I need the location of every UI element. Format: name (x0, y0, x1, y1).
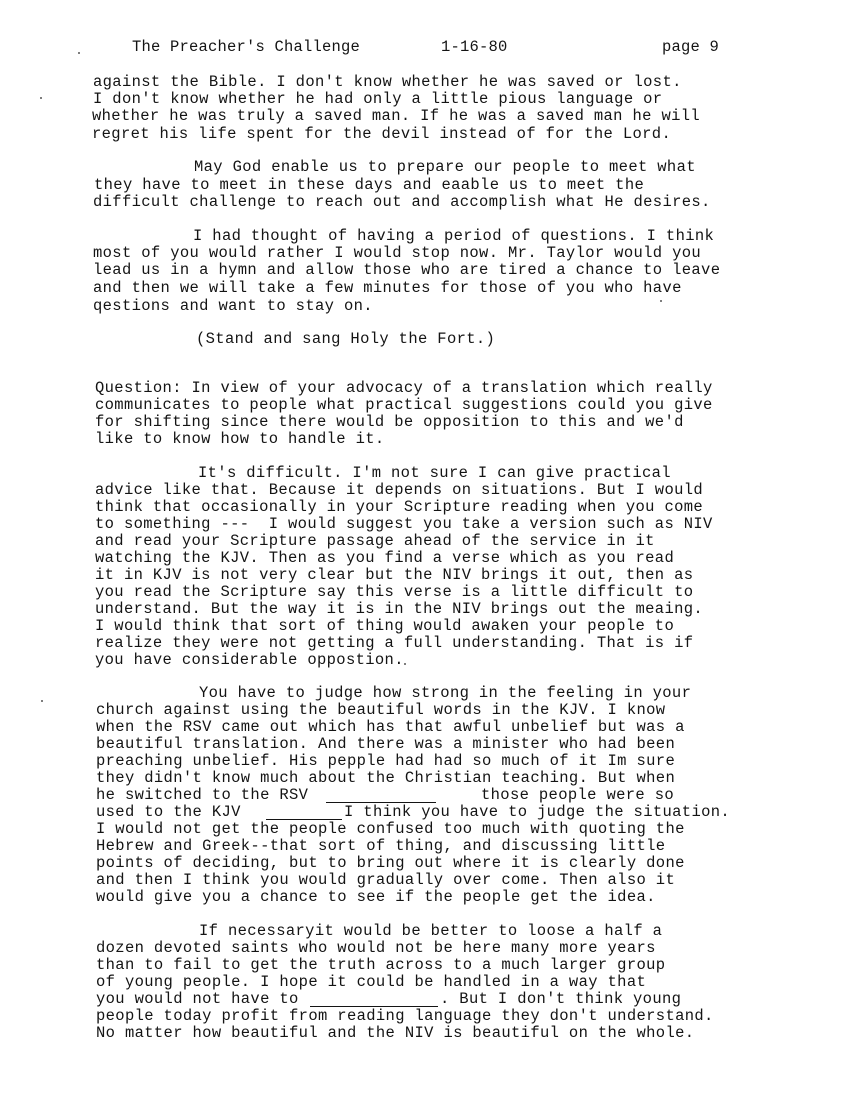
text-line: used to the KJV (96, 803, 241, 821)
header-page-number: page 9 (662, 38, 720, 56)
text-line: people today profit from reading language they don't understand. (96, 1007, 714, 1025)
text-line: Hebrew and Greek--that sort of thing, and discussing little (96, 837, 666, 855)
text-line: whether he was truly a saved man. If he was a saved man he will (92, 107, 701, 125)
scan-speck (40, 97, 42, 99)
text-line: you have considerable oppostion. (95, 651, 404, 669)
text-line: like to know how to handle it. (95, 430, 385, 448)
text-line: dozen devoted saints who would not be here many more years (96, 939, 656, 957)
text-line: realize they were not getting a full understanding. That is if (95, 634, 694, 652)
text-line: You have to judge how strong in the feeling in your (199, 684, 692, 702)
text-line: communicates to people what practical suggestions could you give (95, 396, 713, 414)
fill-in-blank (326, 790, 436, 803)
text-line: difficult challenge to reach out and accomplish what He desires. (93, 193, 711, 211)
text-line: of young people. I hope it could be handled in a way that (96, 973, 647, 991)
text-line: they have to meet in these days and eaable us to meet the (94, 176, 645, 194)
text-line: I think you have to judge the situation. (344, 803, 731, 821)
text-line: (Stand and sang Holy the Fort.) (196, 330, 496, 348)
text-line: he switched to the RSV (96, 786, 309, 804)
text-line: preaching unbelief. His pepple had had so much of it Im sure (96, 752, 676, 770)
text-line: Question: In view of your advocacy of a translation which really (95, 379, 713, 397)
text-line: church against using the beautiful words in the KJV. I know (96, 701, 666, 719)
text-line: I had thought of having a period of questions. I think (193, 227, 715, 245)
text-line: it in KJV is not very clear but the NIV brings it out, then as (95, 566, 694, 584)
text-line: watching the KJV. Then as you find a verse which as you read (95, 549, 675, 567)
text-line: to something --- I would suggest you take a version such as NIV (95, 515, 713, 533)
text-line: against the Bible. I don't know whether he was saved or lost. (93, 73, 682, 91)
text-line: points of deciding, but to bring out where it is clearly done (96, 854, 685, 872)
text-line: would give you a chance to see if the people get the idea. (96, 888, 656, 906)
text-line: for shifting since there would be opposition to this and we'd (95, 413, 684, 431)
text-line: when the RSV came out which has that awful unbelief but was a (96, 718, 685, 736)
scan-speck (78, 52, 80, 54)
text-line: May God enable us to prepare our people to meet what (194, 158, 696, 176)
text-line: you read the Scripture say this verse is a little difficult to (95, 583, 694, 601)
text-line: . But I don't think young (440, 990, 682, 1008)
scan-speck (404, 663, 406, 665)
text-line: and then we will take a few minutes for those of you who have (93, 279, 682, 297)
header-title: The Preacher's Challenge (132, 38, 361, 56)
text-line: they didn't know much about the Christian teaching. But when (96, 769, 676, 787)
text-line: qestions and want to stay on. (93, 297, 373, 315)
text-line: those people were so (481, 786, 675, 804)
text-line: I would not get the people confused too much with quoting the (96, 820, 685, 838)
text-line: than to fail to get the truth across to a much larger group (96, 956, 666, 974)
scan-speck (660, 300, 662, 302)
fill-in-blank (310, 994, 438, 1007)
text-line: and read your Scripture passage ahead of the service in it (95, 532, 655, 550)
text-line: think that occasionally in your Scripture reading when you come (95, 498, 704, 516)
text-line: beautiful translation. And there was a minister who had been (96, 735, 676, 753)
fill-in-blank (266, 807, 342, 820)
text-line: you would not have to (96, 990, 299, 1008)
text-line: lead us in a hymn and allow those who are tired a chance to leave (93, 261, 721, 279)
text-line: advice like that. Because it depends on situations. But I would (95, 481, 704, 499)
scan-speck (41, 700, 43, 702)
text-line: No matter how beautiful and the NIV is beautiful on the whole. (96, 1024, 695, 1042)
text-line: most of you would rather I would stop now. Mr. Taylor would you (93, 244, 702, 262)
text-line: and then I think you would gradually over come. Then also it (96, 871, 676, 889)
text-line: If necessaryit would be better to loose a half a (199, 922, 663, 940)
text-line: I don't know whether he had only a little pious language or (93, 90, 663, 108)
text-line: understand. But the way it is in the NIV brings out the meaing. (95, 600, 704, 618)
text-line: It's difficult. I'm not sure I can give practical (198, 464, 671, 482)
text-line: I would think that sort of thing would awaken your people to (95, 617, 675, 635)
header-date: 1-16-80 (441, 38, 508, 56)
text-line: regret his life spent for the devil instead of for the Lord. (92, 125, 672, 143)
